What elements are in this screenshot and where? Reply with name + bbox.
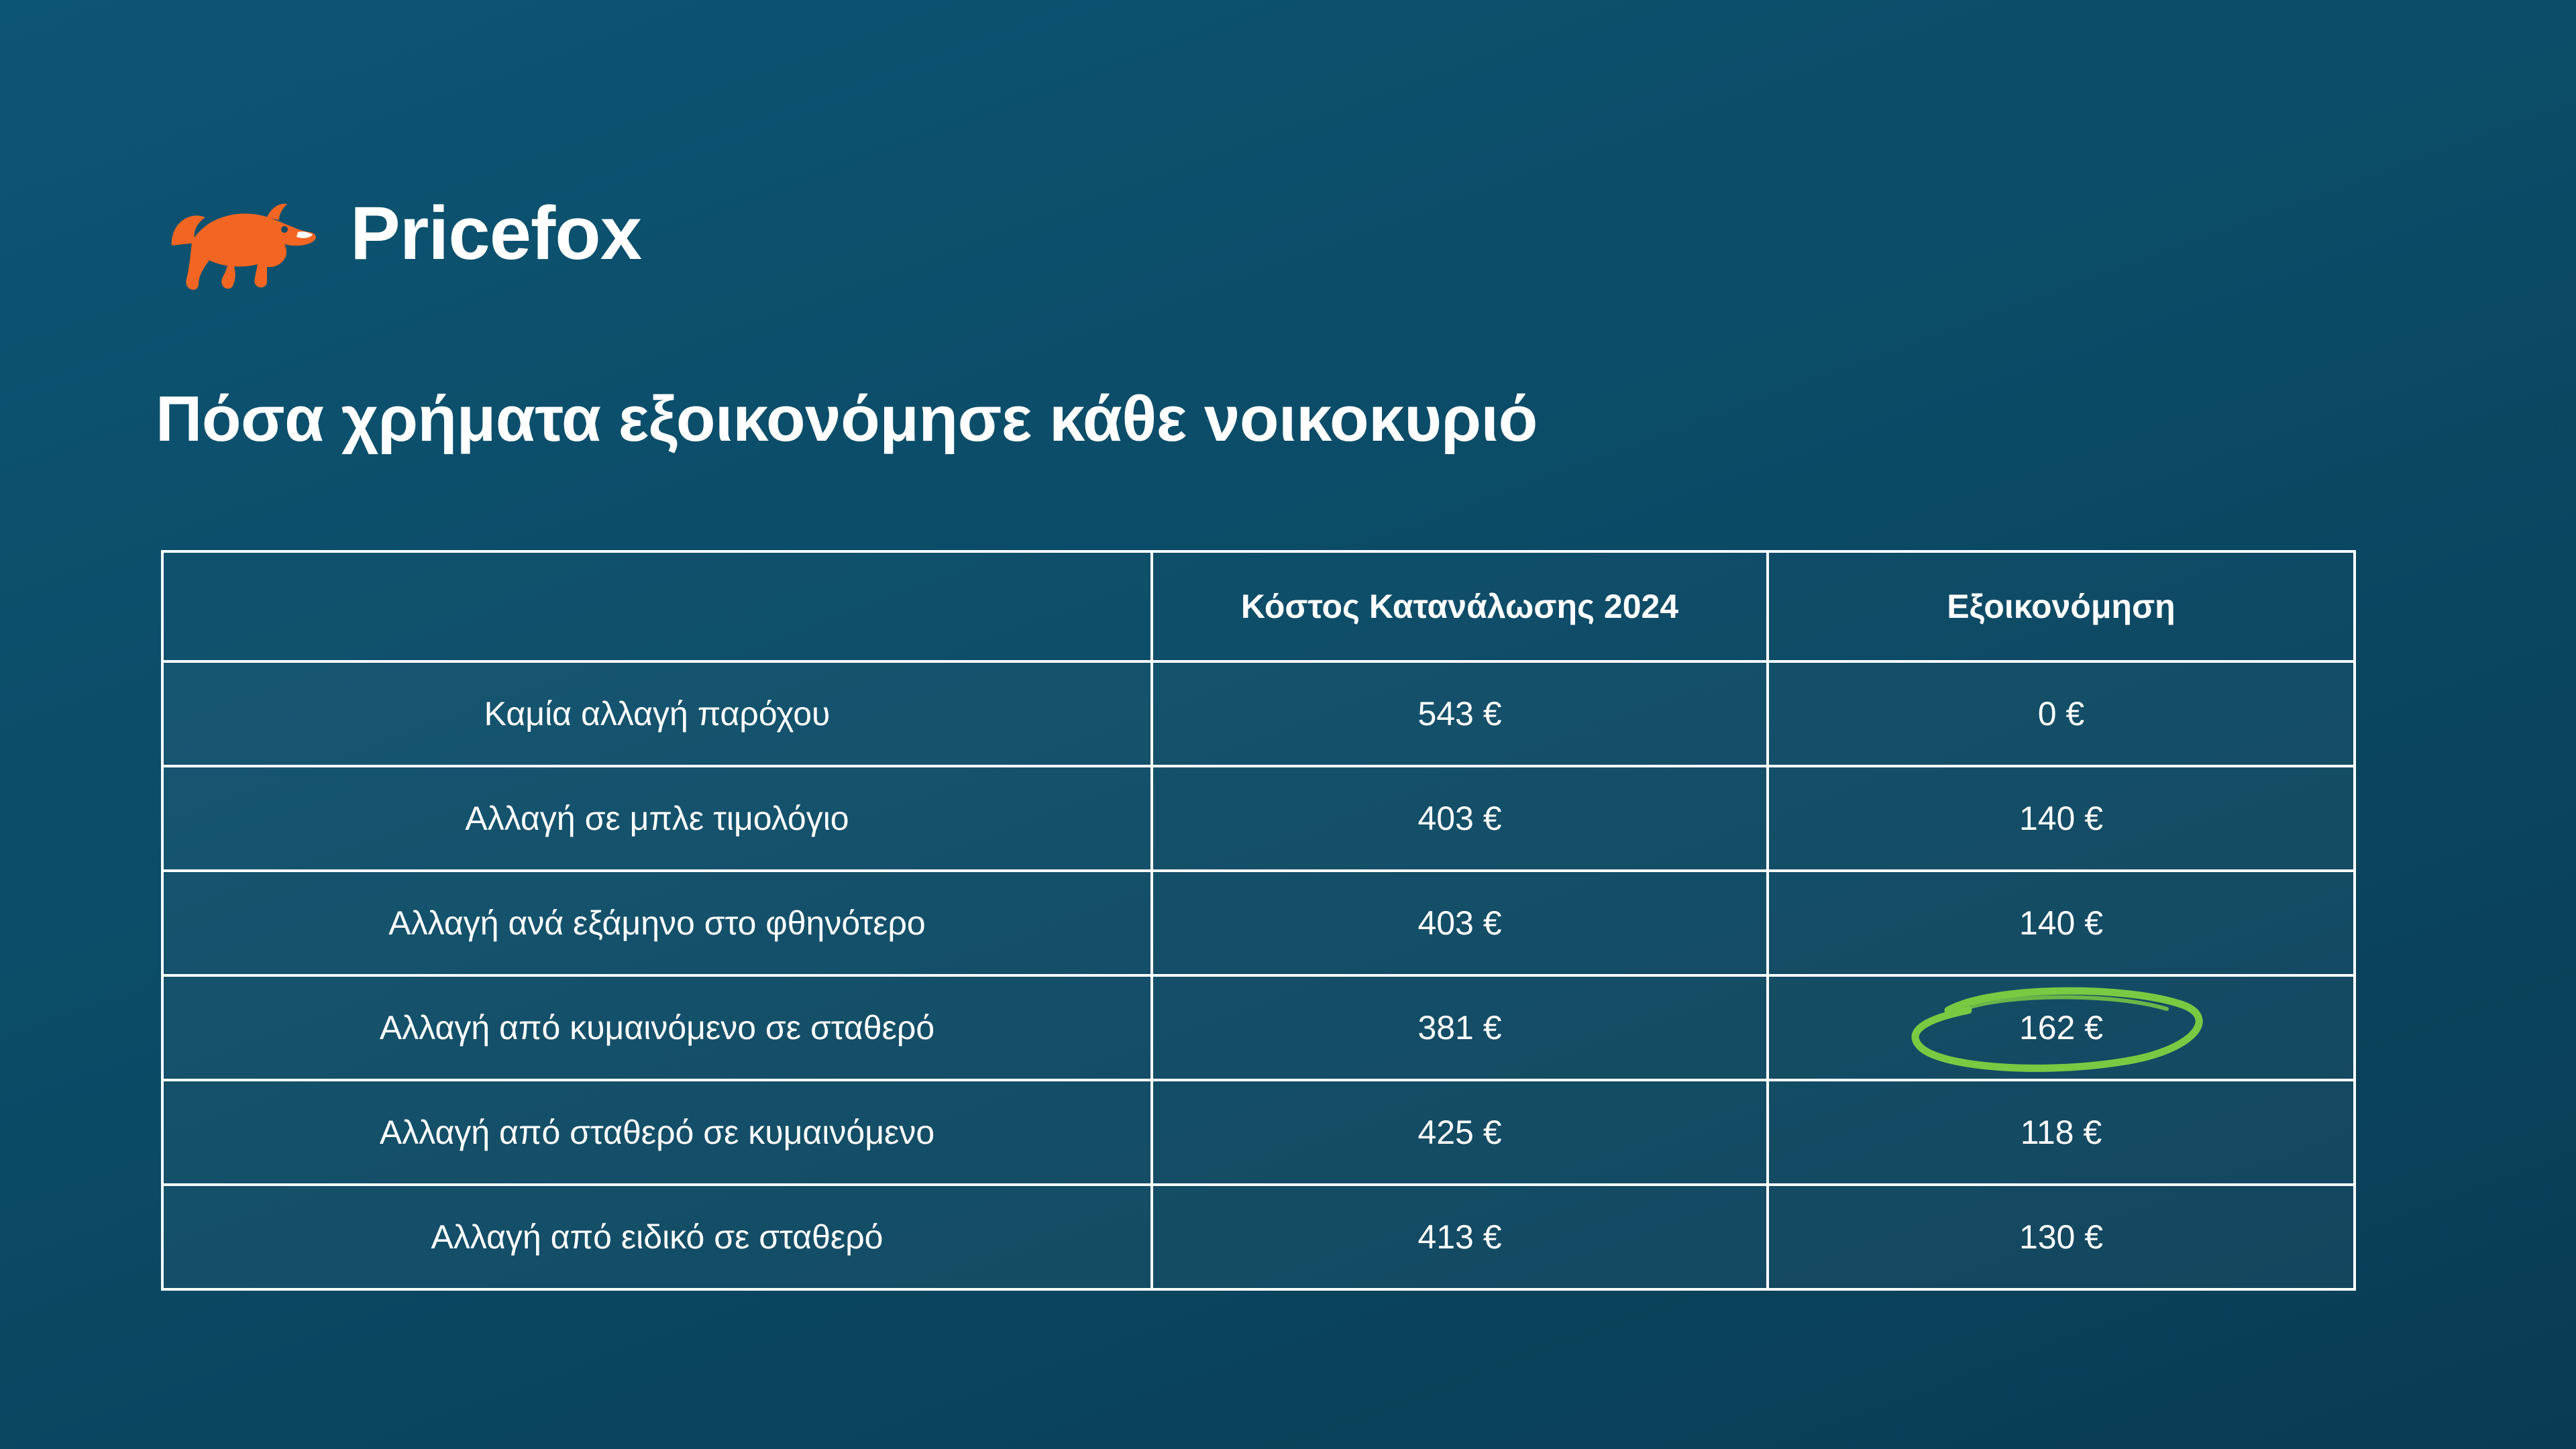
row-savings: 118 € xyxy=(1768,1080,2355,1185)
row-cost: 403 € xyxy=(1152,871,1768,975)
row-savings: 130 € xyxy=(1768,1185,2355,1289)
brand-name: Pricefox xyxy=(350,191,641,275)
brand-logo xyxy=(166,176,641,297)
row-cost: 403 € xyxy=(1152,766,1768,871)
row-label: Αλλαγή από ειδικό σε σταθερό xyxy=(162,1185,1152,1289)
row-cost: 543 € xyxy=(1152,661,1768,766)
column-header-cost: Κόστος Κατανάλωσης 2024 xyxy=(1152,551,1768,661)
row-label: Αλλαγή ανά εξάμηνο στο φθηνότερο xyxy=(162,871,1152,975)
row-cost: 425 € xyxy=(1152,1080,1768,1185)
row-label: Αλλαγή σε μπλε τιμολόγιο xyxy=(162,766,1152,871)
column-header-savings: Εξοικονόμηση xyxy=(1768,551,2355,661)
table-header-row xyxy=(162,551,2355,661)
row-cost: 413 € xyxy=(1152,1185,1768,1289)
table-row xyxy=(162,1080,2355,1185)
row-savings: 140 € xyxy=(1768,871,2355,975)
row-savings-highlighted xyxy=(1768,975,2355,1080)
row-label: Καμία αλλαγή παρόχου xyxy=(162,661,1152,766)
row-savings: 0 € xyxy=(1768,661,2355,766)
table-row xyxy=(162,766,2355,871)
table-row-highlighted xyxy=(162,975,2355,1080)
table-row xyxy=(162,1185,2355,1289)
column-header-scenario xyxy=(162,551,1152,661)
table-row xyxy=(162,871,2355,975)
table-row xyxy=(162,661,2355,766)
fox-logo-icon xyxy=(166,176,327,297)
page-title: Πόσα χρήματα εξοικονόμησε κάθε νοικοκυριό xyxy=(156,383,1538,455)
row-label: Αλλαγή από σταθερό σε κυμαινόμενο xyxy=(162,1080,1152,1185)
savings-table xyxy=(161,550,2356,1291)
row-cost: 381 € xyxy=(1152,975,1768,1080)
row-label: Αλλαγή από κυμαινόμενο σε σταθερό xyxy=(162,975,1152,1080)
row-savings-value: 162 € xyxy=(2019,1009,2104,1046)
savings-table-container xyxy=(161,550,2353,1291)
row-savings: 140 € xyxy=(1768,766,2355,871)
